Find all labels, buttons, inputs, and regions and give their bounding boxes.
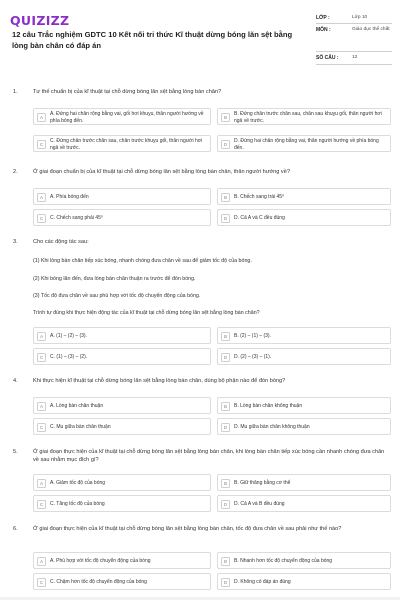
option-badge: D [221, 578, 230, 587]
question-text: Tư thế chuẩn bị của kĩ thuật tại chỗ dừng bóng lăn sệt bằng lòng bàn chân? [33, 89, 222, 95]
option-badge: D [221, 353, 230, 362]
option-text: B. Chếch sang trái 45⁰ [234, 194, 285, 201]
statement-1: (1) Khi lòng bàn chân tiếp xúc bóng, nhanh chóng đưa chân về sau để giảm tốc độ của bóng. [33, 258, 252, 264]
option-badge: C [37, 578, 46, 587]
option-badge: A [37, 402, 46, 411]
option-badge: B [221, 113, 230, 122]
option-badge: B [221, 557, 230, 566]
option-text: A. (1) – (2) – (3). [50, 333, 87, 340]
worksheet-header [0, 0, 400, 72]
option-b[interactable] [217, 327, 391, 344]
question-number: 3. [13, 239, 18, 245]
question-text: Ở giai đoạn thực hiện của kĩ thuật tại chỗ dừng bóng lăn sệt bằng lòng bàn chân, khi lòng bàn chân tiếp xúc bóng cần nhanh chóng đưa chân về sau nhằm mục đích gì? [33, 449, 385, 463]
option-text: D. Đứng hai chân rộng bằng vai, thân người hướng về phía bóng đến. [234, 138, 379, 151]
option-c[interactable] [33, 209, 211, 226]
option-badge: C [37, 353, 46, 362]
option-c[interactable] [33, 495, 211, 512]
option-text: B. (2) – (1) – (3). [234, 333, 271, 340]
option-b[interactable] [217, 474, 391, 491]
option-d[interactable] [217, 495, 391, 512]
option-text: C. Mu giữa bàn chân thuận [50, 424, 111, 431]
option-text: D. Mu giữa bàn chân không thuận [234, 424, 310, 431]
option-text: A. Đứng hai chân rộng bằng vai, gối hơi khuỵu, thân người hướng về phía bóng đến. [50, 111, 204, 124]
question-text: Ở giai đoạn thực hiện của kĩ thuật tại chỗ dừng bóng lăn sệt bằng lòng bàn chân, tốc độ đưa chân về sau phải như thế nào? [33, 526, 342, 532]
option-c[interactable] [33, 418, 211, 435]
option-text: C. Chậm hơn tốc độ chuyển động của bóng [50, 579, 147, 586]
option-text: D. Cả A và B đều đúng [234, 501, 285, 508]
option-text: C. (1) – (3) – (2). [50, 354, 88, 361]
option-badge: B [221, 332, 230, 341]
option-text: D. Cả A và C đều đúng [234, 215, 285, 222]
question-number: 4. [13, 378, 18, 384]
question-text: Cho các động tác sau: [33, 239, 89, 245]
option-badge: D [221, 214, 230, 223]
option-badge: D [221, 500, 230, 509]
option-c[interactable] [33, 348, 211, 365]
meta-row-subject [316, 24, 392, 52]
question-text: Ở giai đoạn chuẩn bị của kĩ thuật tại chỗ dừng bóng lăn sệt bằng lòng bàn chân, thân người hướng về? [33, 169, 290, 175]
meta-row-count [316, 52, 392, 65]
quizizz-logo: QUIZIZZ [10, 13, 70, 28]
option-d[interactable] [217, 209, 391, 226]
option-text: D. Không có đáp án đúng [234, 579, 291, 586]
option-a[interactable] [33, 397, 211, 414]
option-b[interactable] [217, 108, 391, 125]
meta-key: MÔN : [316, 27, 331, 33]
meta-key: LỚP : [316, 15, 330, 21]
option-text: A. Lòng bàn chân thuận [50, 403, 104, 410]
option-a[interactable] [33, 552, 211, 569]
option-text: D. (2) – (3) – (1). [234, 354, 272, 361]
option-badge: A [37, 113, 46, 122]
meta-row-class [316, 12, 392, 24]
option-text: B. Lòng bàn chân không thuận [234, 403, 303, 410]
option-text: B. Giữ thăng bằng cơ thể [234, 480, 291, 487]
option-b[interactable] [217, 552, 391, 569]
meta-key: SỐ CÂU : [316, 55, 339, 61]
option-badge: D [221, 423, 230, 432]
option-a[interactable] [33, 188, 211, 205]
option-a[interactable] [33, 108, 211, 125]
option-badge: B [221, 479, 230, 488]
statement-prompt: Trình tự đúng khi thực hiện động tác của kĩ thuật tại chỗ dừng bóng lăn sệt bằng lòng bàn chân? [33, 310, 260, 316]
option-badge: A [37, 332, 46, 341]
option-badge: B [221, 193, 230, 202]
statement-2: (2) Khi bóng lăn đến, đưa lòng bàn chân thuận ra trước để đón bóng. [33, 276, 196, 282]
option-b[interactable] [217, 188, 391, 205]
worksheet-meta [316, 12, 392, 65]
option-badge: C [37, 214, 46, 223]
option-badge: C [37, 423, 46, 432]
worksheet-title: 12 câu Trắc nghiệm GDTC 10 Kết nối tri thức Kĩ thuật dừng bóng lăn sệt bằng lòng bàn chân có đáp án [12, 30, 293, 50]
option-badge: C [37, 500, 46, 509]
option-a[interactable] [33, 474, 211, 491]
option-d[interactable] [217, 573, 391, 590]
meta-value: Lớp 10 [352, 15, 368, 20]
option-text: B. Nhanh hơn tốc độ chuyển động của bóng [234, 558, 333, 565]
option-badge: A [37, 557, 46, 566]
meta-value: Giáo dục thể chất [352, 27, 390, 32]
option-d[interactable] [217, 348, 391, 365]
option-badge: A [37, 193, 46, 202]
option-badge: C [37, 140, 46, 149]
question-text: Khi thực hiện kĩ thuật tại chỗ dừng bóng lăn sệt bằng lòng bàn chân, dùng bộ phận nào để đón bóng? [33, 378, 286, 384]
option-badge: A [37, 479, 46, 488]
option-d[interactable] [217, 418, 391, 435]
question-number: 6. [13, 526, 18, 532]
option-text: A. Giảm tốc độ của bóng [50, 480, 106, 487]
option-text: B. Đứng chân trước chân sau, chân sau khuỵu gối, thân người hơi ngả về trước. [234, 111, 382, 124]
option-a[interactable] [33, 327, 211, 344]
option-text: C. Đứng chân trước chân sau, chân trước khuỵu gối, thân người hơi ngả về trước. [50, 138, 203, 151]
question-number: 5. [13, 449, 18, 455]
option-c[interactable] [33, 573, 211, 590]
question-number: 2. [13, 169, 18, 175]
question-number: 1. [13, 89, 18, 95]
option-text: A. Phía bóng đến [50, 194, 89, 201]
option-b[interactable] [217, 397, 391, 414]
option-c[interactable] [33, 135, 211, 152]
option-badge: D [221, 140, 230, 149]
meta-value: 12 [352, 55, 358, 60]
option-text: A. Phù hợp với tốc độ chuyển động của bóng [50, 558, 151, 565]
option-text: C. Chếch sang phải 45⁰ [50, 215, 103, 222]
statement-3: (3) Tốc độ đưa chân về sau phù hợp với tốc độ chuyển động của bóng. [33, 293, 201, 299]
option-badge: B [221, 402, 230, 411]
option-d[interactable] [217, 135, 391, 152]
option-text: C. Tăng tốc độ của bóng [50, 501, 105, 508]
